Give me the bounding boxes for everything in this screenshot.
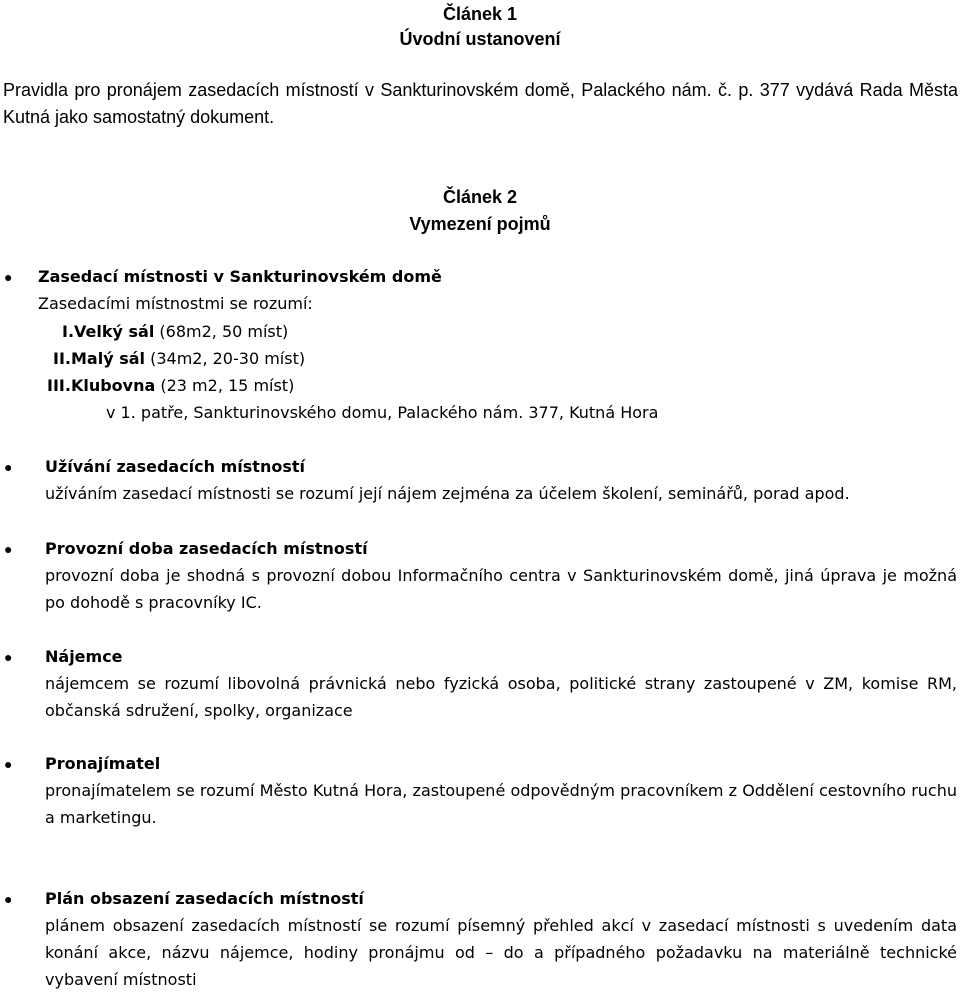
definition-item: [45, 453, 957, 507]
definition-title: Pronajímatel: [45, 754, 161, 773]
article2-label: Článek 2: [442, 187, 518, 207]
room-number: III.: [47, 376, 71, 395]
bullet-icon: ●: [4, 541, 13, 557]
article1-text: Pravidla pro pronájem zasedacích místností v Sankturinovském domě, Palackého nám. č. p. 377 vydává Rada Města Kutná jako samostatný dokument.: [3, 80, 958, 127]
room-detail: (34m2, 20-30 míst): [145, 349, 306, 368]
room-name: Velký sál: [74, 322, 155, 341]
rooms-title: Zasedací místnosti v Sankturinovském domě: [38, 267, 442, 286]
definition-item: [45, 750, 957, 831]
definition-item: [45, 535, 957, 616]
definition-item: [45, 885, 957, 993]
room-number: I.: [62, 322, 75, 341]
room-name: Klubovna: [70, 376, 156, 395]
room-detail: (23 m2, 15 míst): [155, 376, 295, 395]
rooms-location: v 1. patře, Sankturinovského domu, Palackého nám. 377, Kutná Hora: [106, 403, 659, 422]
room-number: II.: [53, 349, 71, 368]
room-detail: (68m2, 50 míst): [154, 322, 289, 341]
article1-label: Článek 1: [442, 4, 518, 24]
bullet-icon: ●: [4, 756, 13, 772]
bullet-icon: ●: [4, 891, 13, 907]
definition-body: užíváním zasedací místnosti se rozumí její nájem zejména za účelem školení, seminářů, porad apod.: [45, 484, 850, 503]
article2-title: Vymezení pojmů: [409, 214, 551, 234]
definition-title: Užívání zasedacích místností: [45, 457, 305, 476]
bullet-icon: ●: [4, 269, 13, 285]
definition-body: plánem obsazení zasedacích místností se rozumí písemný přehled akcí v zasedací místnosti s uvedením data konání akce, názvu nájemce, hodiny pronájmu od – do a případného požadavku na materiálně technické vybavení místnosti: [45, 916, 957, 989]
room-name: Malý sál: [70, 349, 145, 368]
definition-item: [45, 643, 957, 724]
room-item: [53, 345, 305, 372]
definition-body: nájemcem se rozumí libovolná právnická nebo fyzická osoba, politické strany zastoupené v ZM, komise RM, občanská sdružení, spolky, organizace: [45, 674, 957, 720]
definition-title: Nájemce: [45, 647, 123, 666]
definition-title: Plán obsazení zasedacích místností: [45, 889, 364, 908]
definition-body: pronajímatelem se rozumí Město Kutná Hora, zastoupené odpovědným pracovníkem z Oddělení cestovního ruchu a marketingu.: [45, 781, 957, 827]
rooms-intro: Zasedacími místnostmi se rozumí:: [38, 294, 313, 313]
bullet-icon: ●: [4, 649, 13, 665]
article1-title: Úvodní ustanovení: [399, 29, 561, 49]
bullet-icon: ●: [4, 459, 13, 475]
room-item: [62, 318, 288, 345]
definition-body: provozní doba je shodná s provozní dobou Informačního centra v Sankturinovském domě, jiná úprava je možná po dohodě s pracovníky IC.: [45, 566, 957, 612]
definition-title: Provozní doba zasedacích místností: [45, 539, 368, 558]
room-item: [47, 372, 294, 399]
